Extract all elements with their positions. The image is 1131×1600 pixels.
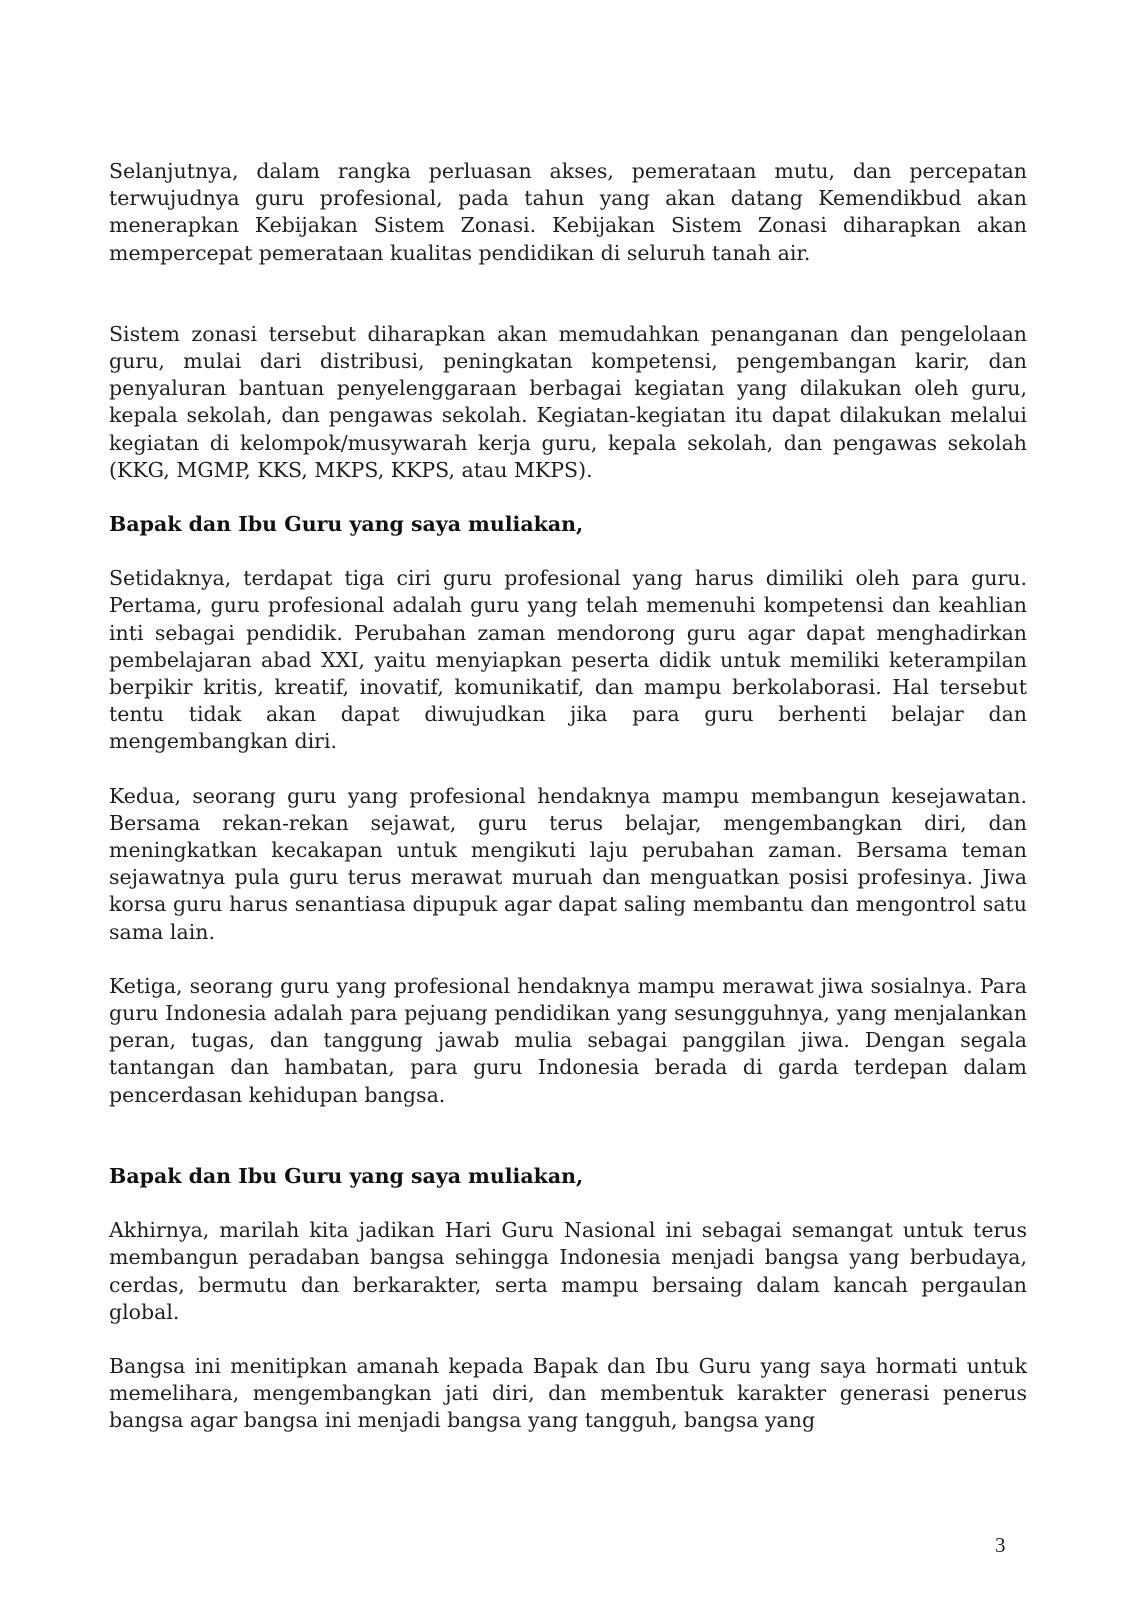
paragraph-second-trait: Kedua, seorang guru yang profesional hendaknya mampu membangun kesejawatan. Bersama rekan-rekan sejawat, guru terus belajar, mengembangkan diri, dan meningkatkan kecakapan untuk mengikuti laju perubahan zaman. Bersama teman sejawatnya pula guru terus merawat muruah dan menguatkan posisi profesinya. Jiwa korsa guru harus senantiasa dipupuk agar dapat saling membantu dan mengontrol satu sama lain. — [109, 783, 1027, 944]
paragraph-third-trait: Ketiga, seorang guru yang profesional hendaknya mampu merawat jiwa sosialnya. Para guru Indonesia adalah para pejuang pendidikan yang sesungguhnya, yang menjalankan peran, tugas, dan tanggung jawab mulia sebagai panggilan jiwa. Dengan segala tantangan dan hambatan, para guru Indonesia berada di garda terdepan dalam pencerdasan kehidupan bangsa. — [109, 973, 1027, 1107]
paragraph-sistem-zonasi-intro: Selanjutnya, dalam rangka perluasan akses, pemerataan mutu, dan percepatan terwujudnya guru profesional, pada tahun yang akan datang Kemendikbud akan menerapkan Kebijakan Sistem Zonasi. Kebijakan Sistem Zonasi diharapkan akan mempercepat pemerataan kualitas pendidikan di seluruh tanah air. — [109, 159, 1027, 265]
salutation-heading: Bapak dan Ibu Guru yang saya muliakan, — [109, 512, 584, 537]
paragraph-closing: Akhirnya, marilah kita jadikan Hari Guru Nasional ini sebagai semangat untuk terus membangun peradaban bangsa sehingga Indonesia menjadi bangsa yang berbudaya, cerdas, bermutu dan berkarakter, serta mampu bersaing dalam kancah pergaulan global. — [109, 1218, 1027, 1324]
page-number: 3 — [995, 1533, 1006, 1557]
salutation-heading: Bapak dan Ibu Guru yang saya muliakan, — [109, 1163, 584, 1188]
paragraph-mandate: Bangsa ini menitipkan amanah kepada Bapak dan Ibu Guru yang saya hormati untuk memelihara, mengembangkan jati diri, dan membentuk karakter generasi penerus bangsa agar bangsa ini menjadi bangsa yang tangguh, bangsa yang — [109, 1353, 1027, 1433]
paragraph-first-trait: Setidaknya, terdapat tiga ciri guru profesional yang harus dimiliki oleh para guru. Pertama, guru profesional adalah guru yang telah memenuhi kompetensi dan keahlian inti sebagai pendidik. Perubahan zaman mendorong guru agar dapat menghadirkan pembelajaran abad XXI, yaitu menyiapkan peserta didik untuk memiliki keterampilan berpikir kritis, kreatif, inovatif, komunikatif, dan mampu berkolaborasi. Hal tersebut tentu tidak akan dapat diwujudkan jika para guru berhenti belajar dan mengembangkan diri. — [109, 566, 1027, 754]
document-body — [109, 158, 1027, 1435]
paragraph-sistem-zonasi-benefits: Sistem zonasi tersebut diharapkan akan memudahkan penanganan dan pengelolaan guru, mulai dari distribusi, peningkatan kompetensi, pengembangan karir, dan penyaluran bantuan penyelenggaraan berbagai kegiatan yang dilakukan oleh guru, kepala sekolah, dan pengawas sekolah. Kegiatan-kegiatan itu dapat dilakukan melalui kegiatan di kelompok/musywarah kerja guru, kepala sekolah, dan pengawas sekolah (KKG, MGMP, KKS, MKPS, KKPS, atau MKPS). — [109, 321, 1027, 482]
